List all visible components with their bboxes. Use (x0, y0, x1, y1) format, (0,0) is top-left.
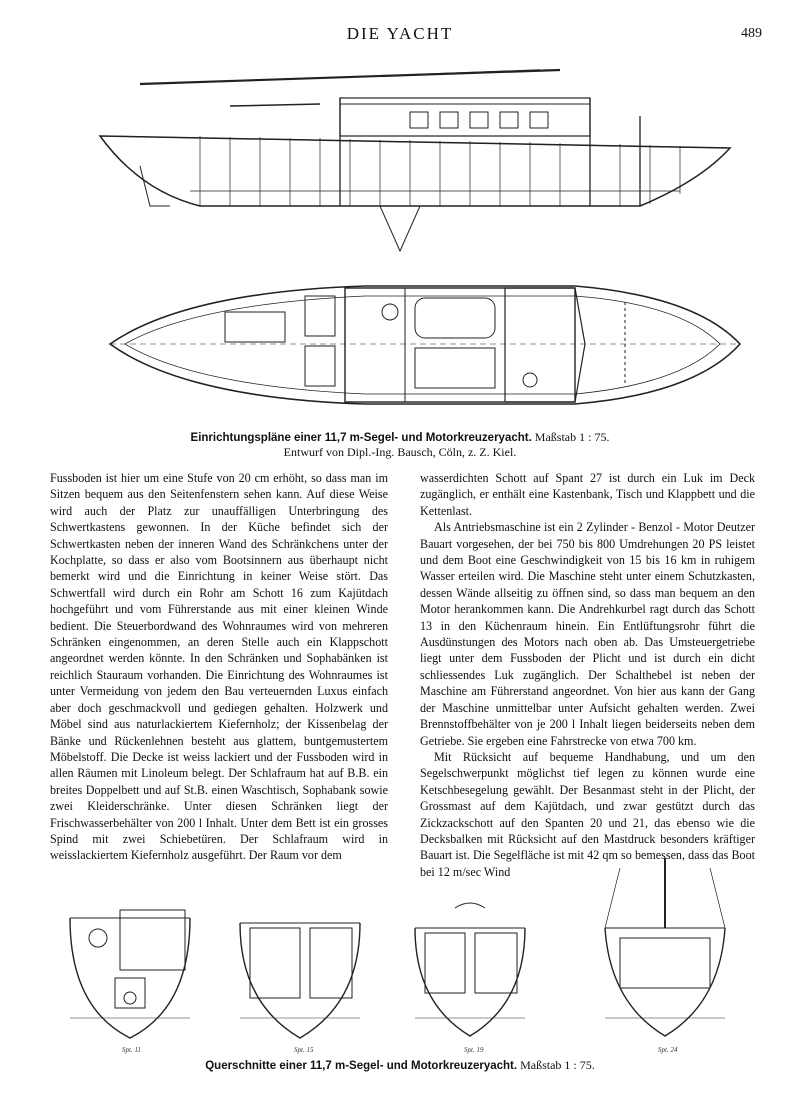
bottom-figure-caption-scale: Maßstab 1 : 75. (520, 1058, 595, 1072)
top-figure-caption (0, 430, 800, 445)
cross-section-drawings (60, 858, 740, 1058)
page-number: 489 (741, 26, 762, 41)
top-figure-credit: Entwurf von Dipl.-Ing. Bausch, Cöln, z. Z. Kiel. (283, 445, 517, 459)
section-label: Spt. 15 (294, 1046, 314, 1054)
top-figure-caption-title: Einrichtungspläne einer 11,7 m-Segel- und Motorkreuzeryacht. (190, 432, 532, 444)
bottom-figure-caption-title: Querschnitte einer 11,7 m-Segel- und Motorkreuzeryacht. (205, 1060, 518, 1072)
paragraph: Mit Rücksicht auf bequeme Handhabung, und um den Segelschwerpunkt möglichst tief legen zu können wurde eine Ketschbesegelung gewählt. Der Besanmast steht in der Plicht, der Grossmast auf dem Kajütdach, und zwar gestützt durch das Zickzackschott auf den Spanten 20 und 21, das ebenso wie die Decksbalken mit Rücksicht auf den Mastdruck besonders kräftiger Bauart ist. Die Segelfläche ist mit 42 qm so bemessen, dass das Boot bei 12 m/sec Wind (420, 749, 755, 879)
text-column-right (420, 470, 755, 880)
section-label: Spt. 11 (122, 1046, 141, 1054)
cross-section-3 (415, 903, 525, 1054)
running-header-title: DIE YACHT (346, 24, 454, 43)
cross-section-1 (70, 910, 190, 1054)
cross-section-4 (605, 858, 725, 1054)
bottom-figure-caption (0, 1058, 800, 1073)
paragraph: wasserdichten Schott auf Spant 27 ist durch ein Luk im Deck zugänglich, er enthält eine Kastenbank, Tisch und Klappbett und die Kettenlast. (420, 471, 755, 518)
top-figure-caption-scale: Maßstab 1 : 75. (534, 430, 610, 444)
cross-section-2 (240, 923, 360, 1054)
paragraph: Als Antriebsmaschine ist ein 2 Zylinder - Benzol - Motor Deutzer Bauart vorgesehen, der bei 750 bis 800 Umdrehungen 20 PS leistet und dem Boot eine Geschwindigkeit von 15 bis 16 km in ruhigem Wasser erteilen wird. Die Maschine steht unter einem Schutzkasten, dessen Wände allseitig zu öffnen sind, so dass man bequem an den Motor herankommen kann. Die Andrehkurbel ragt durch das Schott 13 in den Küchenraum hinein. Ein Entlüftungsrohr führt die Ausdünstungen des Motors nach oben ab. Das Umsteuergetriebe liegt unter dem Fussboden der Plicht und ist durch ein dicht schliessendes Luk zugänglich. Der Schalthebel ist neben der Maschine am Führerstand angeordnet. Von hier aus kann der Gang der Maschine unmittelbar unter Aufsicht gehalten werden. Zwei Brennstoffbehälter von je 200 l Inhalt liegen beiderseits neben dem Getriebe. Sie ergeben eine Fahrstrecke von etwa 700 km. (420, 520, 755, 748)
section-label: Spt. 24 (658, 1046, 678, 1054)
text-column-left (50, 470, 388, 864)
paragraph: Fussboden ist hier um eine Stufe von 20 cm erhöht, so dass man im Sitzen bequem aus den Seitenfenstern sehen kann. Auf diese Weise wird auch der Platz zur unauffälligen Unterbringung des Schwertkastens gewonnen. In der Küche befindet sich der Schwertkasten neben der inneren Wand des Schränkchens unter der Kochplatte, so dass er also vom Bootsinnern aus überhaupt nicht bemerkt wird und die Einrichtung in keiner Weise stört. Das Schwertfall wird durch ein Rohr am Schott 16 zum Kajütdach hochgeführt und vom Führerstande aus mit einer kleinen Winde bedient. Die Steuerbordwand des Wohnraumes wird von mehreren Schränken eingenommen, an deren Stelle auch ein Klappschott angeordnet werden könnte. In den Schränken und Sophabänken ist reichlich Stauraum vorhanden. Die Einrichtung des Wohnraumes ist unter Vermeidung von jedem den Bau verteuernden Luxus einfach aber doch geschmackvoll und gediegen gehalten. Holzwerk und Möbel sind aus naturlackiertem Kiefernholz; der Kissenbelag der Bänke und Rückenlehnen besteht aus glattem, buntgemustertem Möbelstoff. Die Decke ist weiss lackiert und der Fussboden wird in allen Räumen mit Linoleum belegt. Der Schlafraum hat auf B.B. ein breites Doppelbett und auf St.B. einen Waschtisch, Sophabank sowie zwei Kleiderschränke. Unter diesen Schränken liegt der Frischwasserbehälter von 200 l Inhalt. Unter dem Bett ist ein grosses Spind mit zwei Schiebetüren. Der Schlafraum wird in weisslackiertem Kiefernholz ausgeführt. Der Raum vor dem (50, 471, 388, 863)
section-label: Spt. 19 (464, 1046, 484, 1054)
longitudinal-section-drawing (80, 56, 740, 256)
deck-plan-drawing (105, 282, 745, 412)
